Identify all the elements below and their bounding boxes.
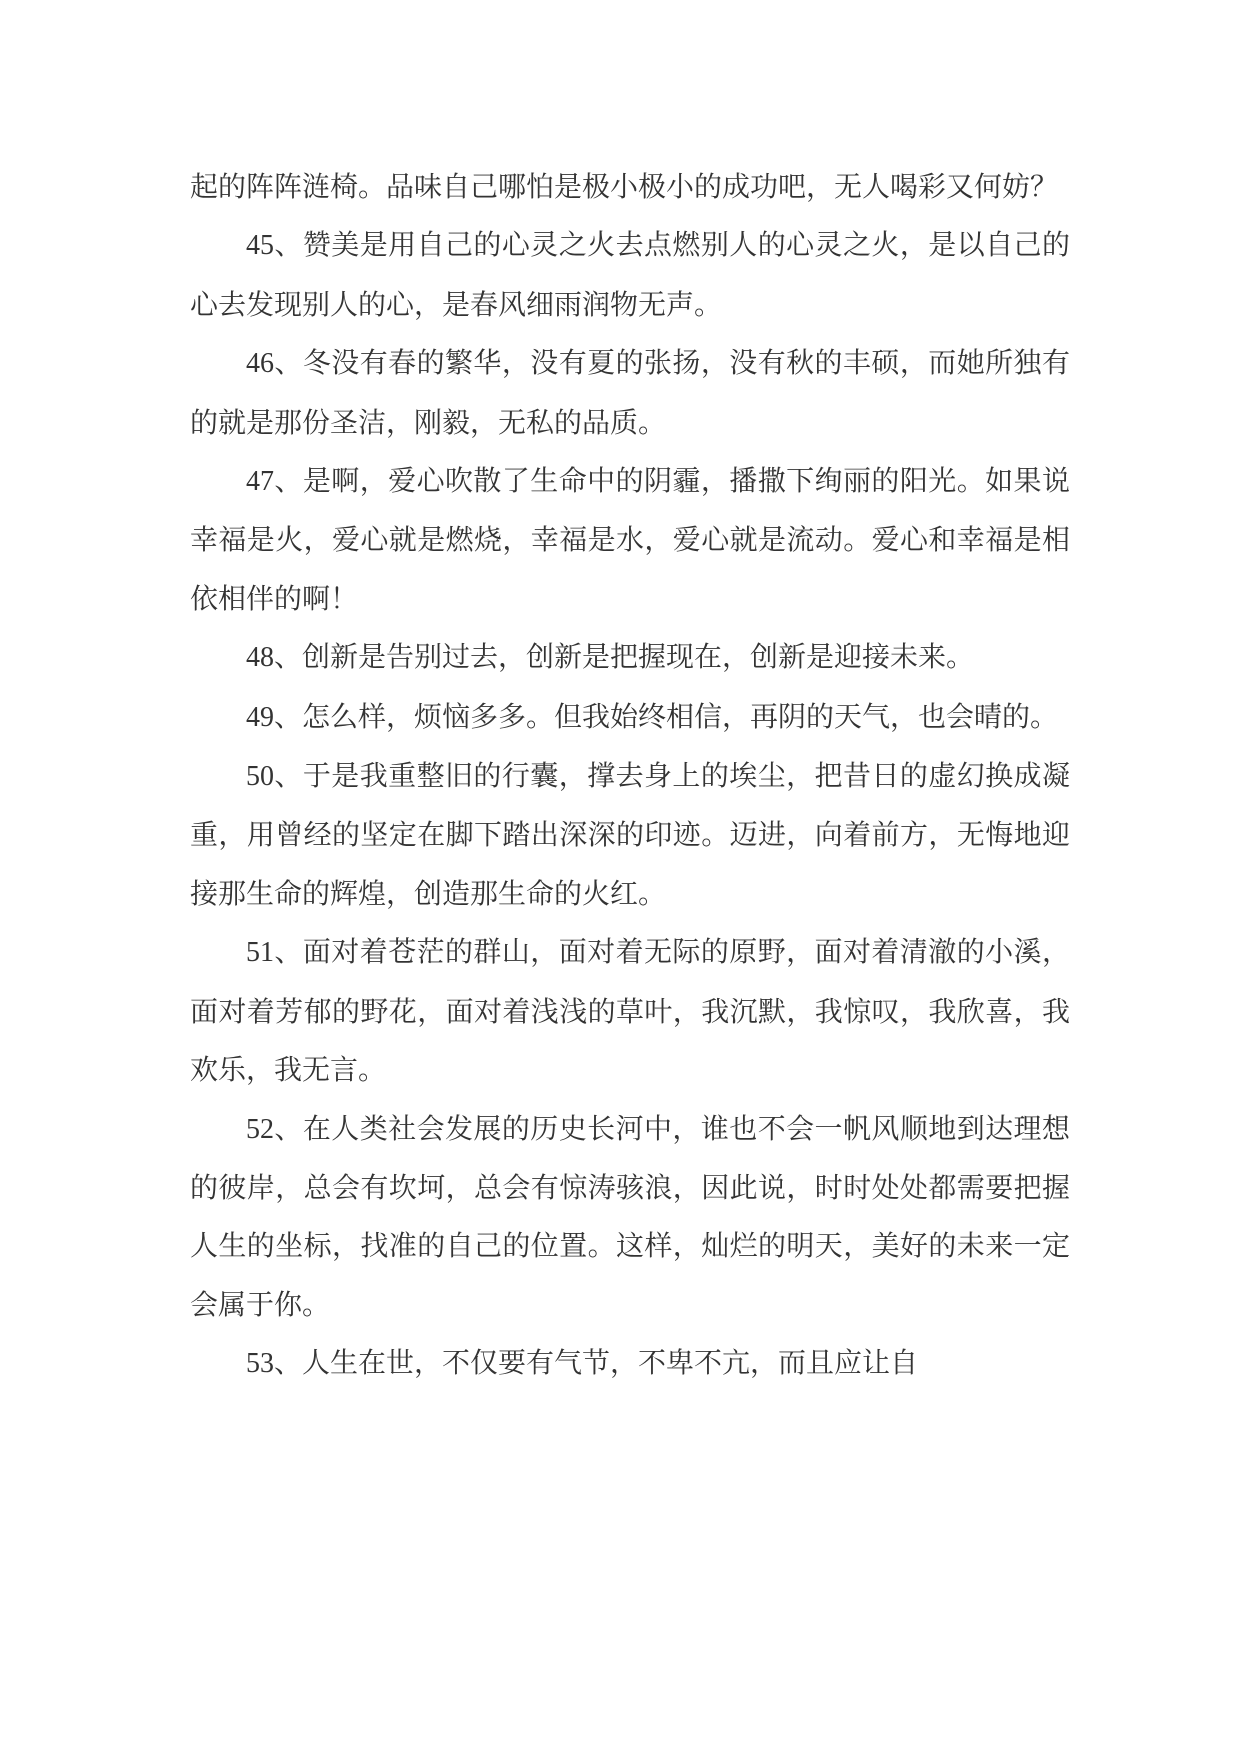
paragraph-52 <box>190 1100 1070 1335</box>
paragraph-text: 人生在世，不仅要有气节，不卑不亢，而且应让自 <box>302 1346 919 1380</box>
paragraph-49 <box>190 688 1070 747</box>
paragraph-number: 46、 <box>246 348 303 380</box>
paragraph-number: 48、 <box>246 642 303 674</box>
paragraph-text: 怎么样，烦恼多多。但我始终相信，再阴的天气，也会晴的。 <box>302 699 1059 733</box>
paragraph-number: 49、 <box>246 701 303 733</box>
paragraph-53 <box>190 1334 1070 1393</box>
paragraph-number: 47、 <box>246 466 303 498</box>
paragraph-text: 于是我重整旧的行囊，撑去身上的埃尘，把昔日的虚幻换成凝重，用曾经的坚定在脚下踏出深深的印迹。迈进，向着前方，无悔地迎接那生命的辉煌，创造那生命的火红。 <box>190 759 1070 910</box>
document-body <box>190 158 1070 1394</box>
paragraph-50 <box>190 747 1070 923</box>
paragraph-text: 在人类社会发展的历史长河中，谁也不会一帆风顺地到达理想的彼岸，总会有坎坷，总会有惊涛骇浪，因此说，时时处处都需要把握人生的坐标，找准的自己的位置。这样，灿烂的明天，美好的未来一定会属于你。 <box>190 1111 1070 1321</box>
paragraph-text: 冬没有春的繁华，没有夏的张扬，没有秋的丰硕，而她所独有的就是那份圣洁，刚毅，无私的品质。 <box>190 346 1070 439</box>
paragraph-text: 是啊，爱心吹散了生命中的阴霾，播撒下绚丽的阳光。如果说幸福是火，爱心就是燃烧，幸福是水，爱心就是流动。爱心和幸福是相依相伴的啊！ <box>190 464 1070 615</box>
paragraph-45 <box>190 216 1070 334</box>
paragraph-text: 赞美是用自己的心灵之火去点燃别人的心灵之火，是以自己的心去发现别人的心，是春风细雨润物无声。 <box>190 228 1070 321</box>
paragraph-51 <box>190 923 1070 1099</box>
paragraph-47 <box>190 452 1070 628</box>
paragraph-number: 50、 <box>246 761 303 793</box>
paragraph-text: 面对着苍茫的群山，面对着无际的原野，面对着清澈的小溪，面对着芳郁的野花，面对着浅浅的草叶，我沉默，我惊叹，我欣喜，我欢乐，我无言。 <box>190 935 1070 1087</box>
paragraph-46 <box>190 334 1070 452</box>
paragraph-48 <box>190 628 1070 687</box>
paragraph-number: 53、 <box>246 1348 303 1380</box>
paragraph-number: 45、 <box>246 230 303 262</box>
paragraph-number: 51、 <box>246 937 303 969</box>
paragraph-number: 52、 <box>246 1113 303 1145</box>
paragraph-text: 创新是告别过去，创新是把握现在，创新是迎接未来。 <box>302 640 975 674</box>
paragraph-text: 起的阵阵涟椅。品味自己哪怕是极小极小的成功吧，无人喝彩又何妨？ <box>190 170 1059 203</box>
paragraph-44-continuation <box>190 158 1070 216</box>
